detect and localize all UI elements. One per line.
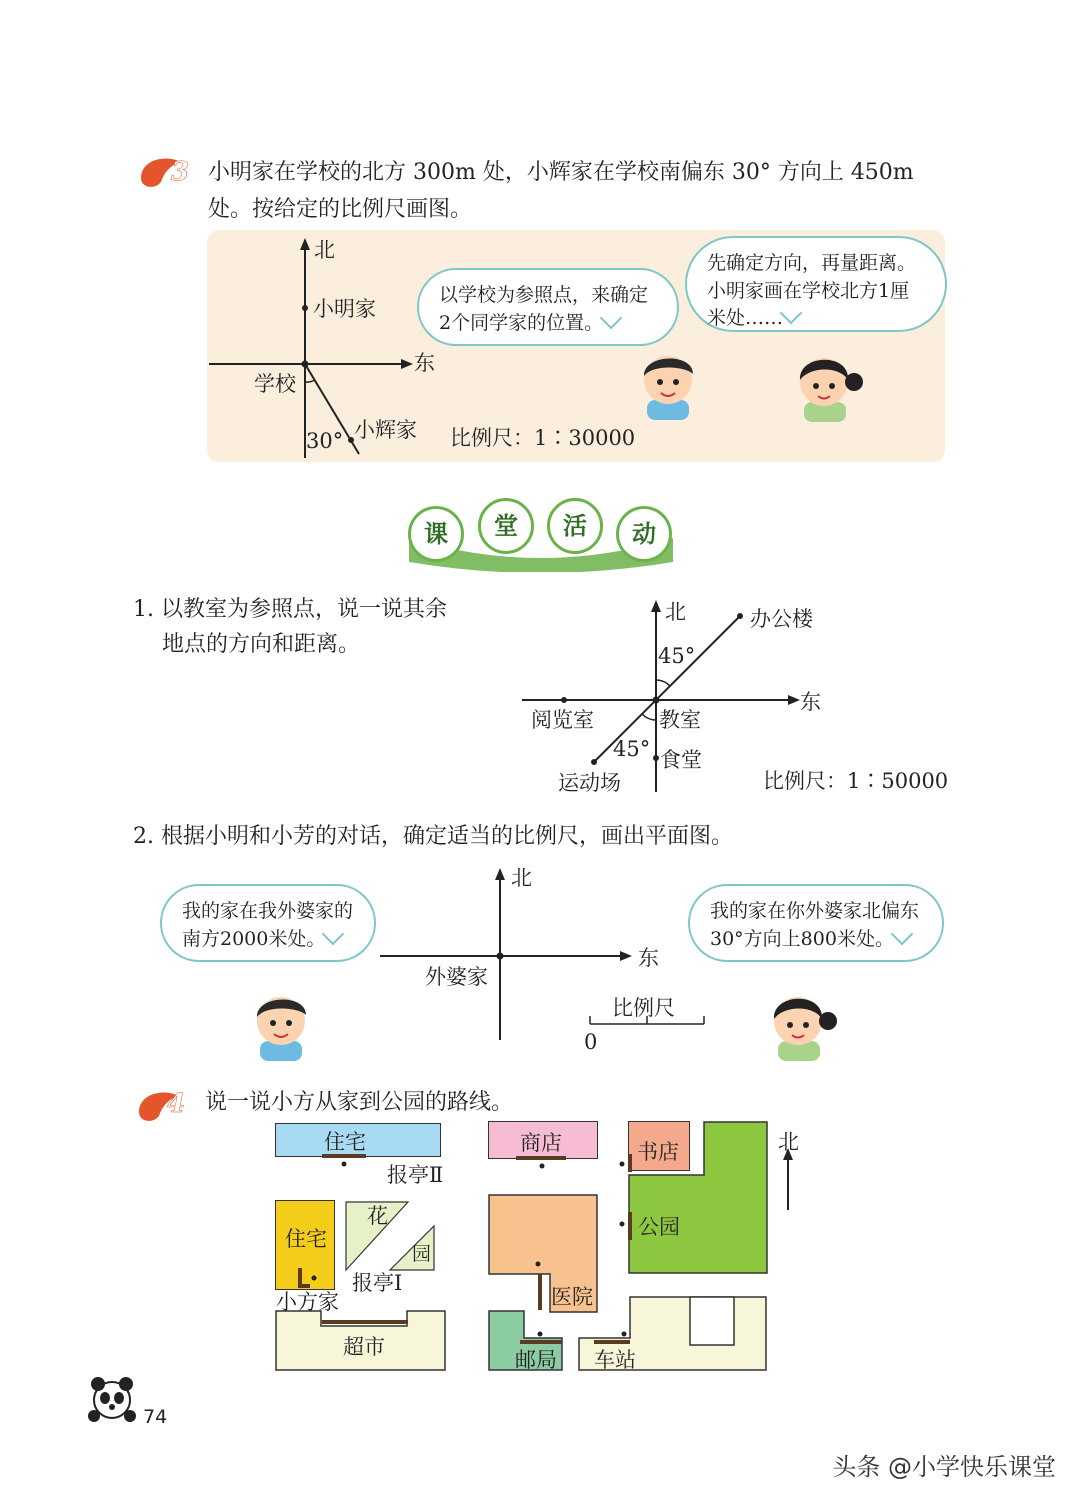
panda-icon	[86, 1374, 138, 1426]
t2-boy-speech-bubble	[160, 884, 376, 962]
t2-north-label: 北	[511, 866, 532, 890]
map-station-label: 车站	[594, 1348, 636, 1372]
ex3-girl-speech-bubble	[685, 236, 947, 332]
t2-girl-speech-bubble	[688, 884, 944, 962]
t1-scale-label: 比例尺：1∶50000	[763, 769, 949, 793]
t2-scale-zero-label: 0	[584, 1030, 598, 1054]
t1-playground-label: 运动场	[558, 771, 621, 795]
example-4-line: 说一说小方从家到公园的路线。	[205, 1090, 514, 1115]
map-flower-label: 花	[367, 1204, 388, 1228]
example-4-badge-icon	[133, 1082, 195, 1126]
t1-reading-room-label: 阅览室	[531, 708, 594, 732]
t2-boy-avatar-icon	[246, 985, 316, 1061]
ex3-boy-speech-text: 以学校为参照点，来确定2个同学家的位置。	[439, 284, 649, 334]
map-kiosk-2-label: 报亭Ⅱ	[387, 1163, 444, 1187]
t1-north-label: 北	[665, 600, 686, 624]
t1-angle-bottom-label: 45°	[613, 737, 651, 761]
example-3-badge-icon	[135, 148, 197, 192]
ex3-east-label: 东	[414, 351, 435, 375]
example-4-number: 4	[167, 1089, 186, 1119]
activity-title-char-2: 堂	[478, 498, 534, 554]
watermark: 头条 @小学快乐课堂	[832, 1453, 1056, 1481]
boy-avatar-icon	[633, 344, 703, 420]
map-hospital-label: 医院	[551, 1285, 593, 1309]
t1-classroom-label: 教室	[659, 708, 701, 732]
ex3-xiaoming-label: 小明家	[313, 297, 376, 321]
example-3-line-1: 小明家在学校的北方 300m 处，小辉家在学校南偏东 30° 方向上 450m	[208, 160, 914, 185]
t2-grandma-label: 外婆家	[425, 965, 488, 989]
example-3-number: 3	[171, 157, 190, 187]
map-kiosk-1-label: 报亭Ⅰ	[352, 1271, 403, 1295]
t1-office-label: 办公楼	[750, 607, 813, 631]
ex3-boy-speech-bubble	[417, 268, 679, 346]
task-2-line: 2. 根据小明和小芳的对话，确定适当的比例尺，画出平面图。	[133, 824, 733, 849]
t1-east-label: 东	[800, 690, 821, 714]
map-post-label: 邮局	[515, 1348, 557, 1372]
ex3-school-label: 学校	[254, 372, 296, 396]
ex3-scale-label: 比例尺：1∶30000	[450, 426, 636, 450]
t2-girl-avatar-icon	[762, 985, 838, 1061]
map-park-label: 公园	[638, 1215, 680, 1239]
map-residence-top-label: 住宅	[324, 1130, 366, 1154]
t2-girl-speech-text: 我的家在你外婆家北偏东30°方向上800米处。	[710, 900, 920, 950]
activity-title-char-4: 动	[616, 506, 672, 562]
map-garden-label: 园	[412, 1243, 432, 1265]
page-number: 74	[143, 1406, 168, 1428]
girl-avatar-icon	[788, 346, 864, 422]
map-north-label: 北	[778, 1130, 799, 1154]
t2-east-label: 东	[638, 946, 659, 970]
ex3-girl-speech-text: 先确定方向，再量距离。小明家画在学校北方1厘米处……	[707, 252, 917, 330]
ex3-north-label: 北	[314, 238, 335, 262]
map-home-label: 小方家	[276, 1290, 339, 1314]
example-3-line-2: 处。按给定的比例尺画图。	[208, 197, 473, 222]
t2-scale-label: 比例尺	[612, 996, 675, 1020]
activity-title-char-1: 课	[408, 506, 464, 562]
map-residence-left-label: 住宅	[285, 1227, 327, 1251]
map-bookstore-label: 书店	[637, 1140, 679, 1164]
ex3-angle-label: 30°	[306, 429, 344, 453]
map-shop-label: 商店	[520, 1131, 562, 1155]
t1-angle-top-label: 45°	[658, 644, 696, 668]
task-1-line-2: 地点的方向和距离。	[162, 632, 361, 657]
activity-title-char-3: 活	[547, 498, 603, 554]
task-1-line-1: 1. 以教室为参照点，说一说其余	[133, 597, 447, 622]
map-supermarket-label: 超市	[343, 1335, 385, 1359]
t1-canteen-label: 食堂	[660, 748, 702, 772]
ex3-xiaohui-label: 小辉家	[354, 418, 417, 442]
t2-boy-speech-text: 我的家在我外婆家的南方2000米处。	[182, 900, 354, 950]
